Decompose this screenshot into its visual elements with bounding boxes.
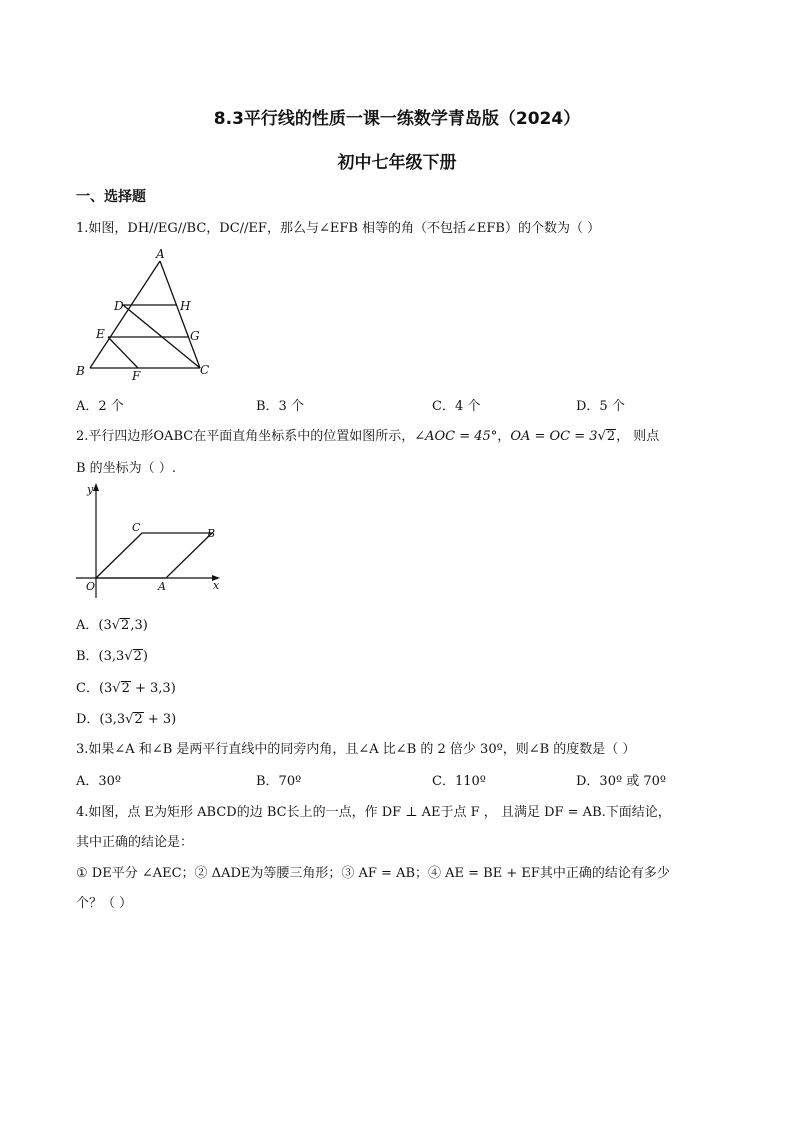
q2-option-a: A．(3√2,3) [76,618,148,633]
q2-option-b: B．(3,3√2) [76,649,148,664]
label-a: A [158,580,166,593]
q2-prefix: 2.平行四边形OABC在平面直角坐标系中的位置如图所示， [76,429,415,444]
label-b: B [207,527,216,540]
label-f: F [132,369,141,382]
question-1-text: 1.如图，DH//EG//BC，DC//EF，那么与∠EFB 相等的角（不包括∠EFB）的个数为（ ） [76,221,601,236]
label-o: O [86,580,96,593]
q2-option-c: C．(3√2 + 3,3) [76,681,176,696]
question-2-line-1 [76,425,659,444]
sqrt-symbol: √ [597,429,606,444]
question-3-text: 3.如果∠A 和∠B 是两平行直线中的同旁内角，且∠A 比∠B 的 2 倍少 30º，则∠B 的度数是（ ） [76,742,636,757]
label-a: A [156,247,165,261]
q1-option-c: C．4 个 [432,399,481,414]
question-4-line-3: ① DE平分 ∠AEC；② ΔADE为等腰三角形；③ AF = AB；④ AE = BE + EF其中正确的结论有多少 [76,866,670,881]
q2-angle-expr: ∠AOC = 45° [414,429,498,444]
question-4-line-1: 4.如图，点 E为矩形 ABCD的边 BC长上的一点，作 DF ⊥ AE于点 F ， 且满足 DF = AB.下面结论， [76,805,671,820]
q2-option-d: D．(3,3√2 + 3) [76,712,177,727]
question-2-figure [74,480,230,604]
q2-eq-expr: OA = OC = 3 [510,429,598,444]
y-axis-arrow [93,483,99,491]
label-c: C [132,521,141,534]
q3-option-a: A．30º [76,774,122,789]
line-ef [108,337,138,368]
q1-option-d: D．5 个 [576,399,625,414]
q2-suffix: ， 则点 [616,429,660,444]
label-c: C [200,363,210,377]
question-2-line-2: B 的坐标为（ ）. [76,461,176,476]
page-title: 8.3平行线的性质一课一练数学青岛版（2024） [213,109,581,129]
label-g: G [190,329,200,343]
q2-sep: ， [497,429,511,444]
section-heading: 一、选择题 [76,189,146,205]
label-h: H [180,299,191,313]
question-1-figure [74,244,220,382]
q3-option-d: D．30º 或 70º [576,774,666,789]
q1-option-a: A．2 个 [76,399,124,414]
q1-option-b: B．3 个 [256,399,304,414]
label-e: E [96,327,105,341]
label-y: y [87,483,94,496]
label-d: D [114,299,124,313]
label-x: x [213,579,220,592]
label-b: B [76,364,85,378]
page-subtitle: 初中七年级下册 [337,153,457,173]
q2-sqrt-arg: 2 [606,429,616,444]
q3-option-c: C．110º [432,774,486,789]
parallelogram-oabc [96,533,212,578]
q3-option-b: B．70º [256,774,302,789]
line-ab [90,261,160,368]
question-4-line-4: 个？（ ） [76,896,133,911]
question-4-line-2: 其中正确的结论是： [76,835,194,850]
